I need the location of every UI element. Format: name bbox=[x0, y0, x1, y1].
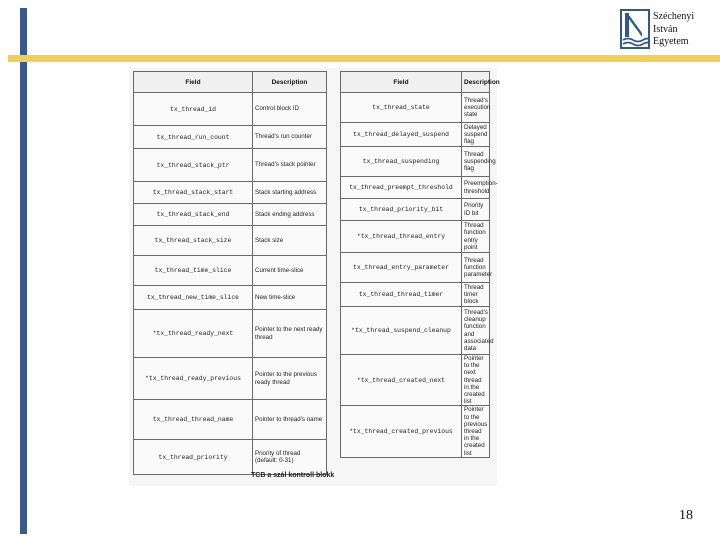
field-cell: tx_thread_stack_ptr bbox=[134, 149, 253, 182]
table-row bbox=[341, 123, 490, 147]
description-cell: Stack size bbox=[253, 226, 327, 256]
description-cell: Thread's cleanup function and associated data bbox=[462, 307, 490, 355]
field-cell: tx_thread_thread_timer bbox=[341, 283, 462, 307]
description-cell: Delayed suspend flag bbox=[462, 123, 490, 147]
description-column-header: Description bbox=[253, 72, 327, 93]
field-cell: tx_thread_thread_name bbox=[134, 400, 253, 440]
tcb-fields-table-right bbox=[340, 71, 500, 458]
field-cell: *tx_thread_thread_entry bbox=[341, 221, 462, 253]
description-cell: Pointer to the previous thread in the created list bbox=[462, 406, 490, 457]
table-row bbox=[134, 310, 327, 358]
table-row bbox=[134, 93, 327, 126]
figure-caption: TCB a szál kontroll blokk bbox=[251, 472, 335, 479]
description-cell: Thread function entry point bbox=[462, 221, 490, 253]
table-row bbox=[341, 355, 490, 406]
description-cell: Thread's execution state bbox=[462, 93, 490, 123]
table-row bbox=[134, 226, 327, 256]
university-logo-icon bbox=[620, 9, 650, 49]
field-cell: *tx_thread_created_previous bbox=[341, 406, 462, 457]
field-column-header: Field bbox=[341, 72, 462, 93]
description-cell: Control block ID bbox=[253, 93, 327, 126]
table-row bbox=[134, 126, 327, 149]
field-cell: tx_thread_delayed_suspend bbox=[341, 123, 462, 147]
field-cell: tx_thread_priority_bit bbox=[341, 199, 462, 221]
page-number: 18 bbox=[679, 508, 693, 523]
vertical-accent-bar bbox=[20, 8, 27, 534]
table-row bbox=[134, 286, 327, 310]
field-cell: *tx_thread_ready_previous bbox=[134, 358, 253, 400]
description-column-header: Description bbox=[462, 72, 490, 93]
field-cell: tx_thread_entry_parameter bbox=[341, 253, 462, 283]
table-row bbox=[134, 256, 327, 286]
university-name-line-1: Széchenyi bbox=[653, 11, 695, 22]
description-cell: Priority ID bit bbox=[462, 199, 490, 221]
field-cell: *tx_thread_ready_next bbox=[134, 310, 253, 358]
description-cell: Thread timer block bbox=[462, 283, 490, 307]
description-cell: Thread's run counter bbox=[253, 126, 327, 149]
field-cell: tx_thread_suspending bbox=[341, 147, 462, 177]
description-cell: Current time-slice bbox=[253, 256, 327, 286]
description-cell: Stack ending address bbox=[253, 204, 327, 226]
table-row bbox=[341, 253, 490, 283]
table-row bbox=[341, 406, 490, 457]
field-cell: tx_thread_stack_size bbox=[134, 226, 253, 256]
field-cell: *tx_thread_suspend_cleanup bbox=[341, 307, 462, 355]
table-row bbox=[341, 283, 490, 307]
description-cell: Pointer to thread's name bbox=[253, 400, 327, 440]
table-row bbox=[134, 400, 327, 440]
horizontal-accent-bar bbox=[8, 55, 720, 62]
table-row bbox=[134, 440, 327, 475]
tcb-fields-table-left bbox=[133, 71, 327, 475]
description-cell: Preemption-threshold bbox=[462, 177, 490, 199]
table-row bbox=[134, 204, 327, 226]
university-name bbox=[653, 11, 694, 49]
table-row bbox=[341, 147, 490, 177]
field-cell: tx_thread_priority bbox=[134, 440, 253, 475]
description-cell: Thread suspending flag bbox=[462, 147, 490, 177]
field-cell: tx_thread_preempt_threshold bbox=[341, 177, 462, 199]
table-row bbox=[341, 199, 490, 221]
field-cell: tx_thread_time_slice bbox=[134, 256, 253, 286]
table-row bbox=[341, 177, 490, 199]
description-cell: Stack starting address bbox=[253, 182, 327, 204]
field-cell: tx_thread_state bbox=[341, 93, 462, 123]
table-row bbox=[134, 182, 327, 204]
field-cell: tx_thread_run_count bbox=[134, 126, 253, 149]
description-cell: Thread function parameter bbox=[462, 253, 490, 283]
field-column-header: Field bbox=[134, 72, 253, 93]
field-cell: *tx_thread_created_next bbox=[341, 355, 462, 406]
field-cell: tx_thread_id bbox=[134, 93, 253, 126]
table-row bbox=[134, 358, 327, 400]
table-row bbox=[341, 93, 490, 123]
description-cell: Pointer to the next thread in the created list bbox=[462, 355, 490, 406]
table-header-row bbox=[341, 72, 490, 93]
description-cell: Pointer to the previous ready thread bbox=[253, 358, 327, 400]
table-row bbox=[341, 307, 490, 355]
description-cell: Pointer to the next ready thread bbox=[253, 310, 327, 358]
table-header-row bbox=[134, 72, 327, 93]
description-cell: Thread's stack pointer bbox=[253, 149, 327, 182]
table-row bbox=[341, 221, 490, 253]
description-cell: Priority of thread (default: 0-31) bbox=[253, 440, 327, 475]
field-cell: tx_thread_new_time_slice bbox=[134, 286, 253, 310]
university-name-line-3: Egyetem bbox=[653, 36, 689, 47]
table-row bbox=[134, 149, 327, 182]
description-cell: New time-slice bbox=[253, 286, 327, 310]
field-cell: tx_thread_stack_end bbox=[134, 204, 253, 226]
university-name-line-2: István bbox=[653, 23, 678, 35]
field-cell: tx_thread_stack_start bbox=[134, 182, 253, 204]
